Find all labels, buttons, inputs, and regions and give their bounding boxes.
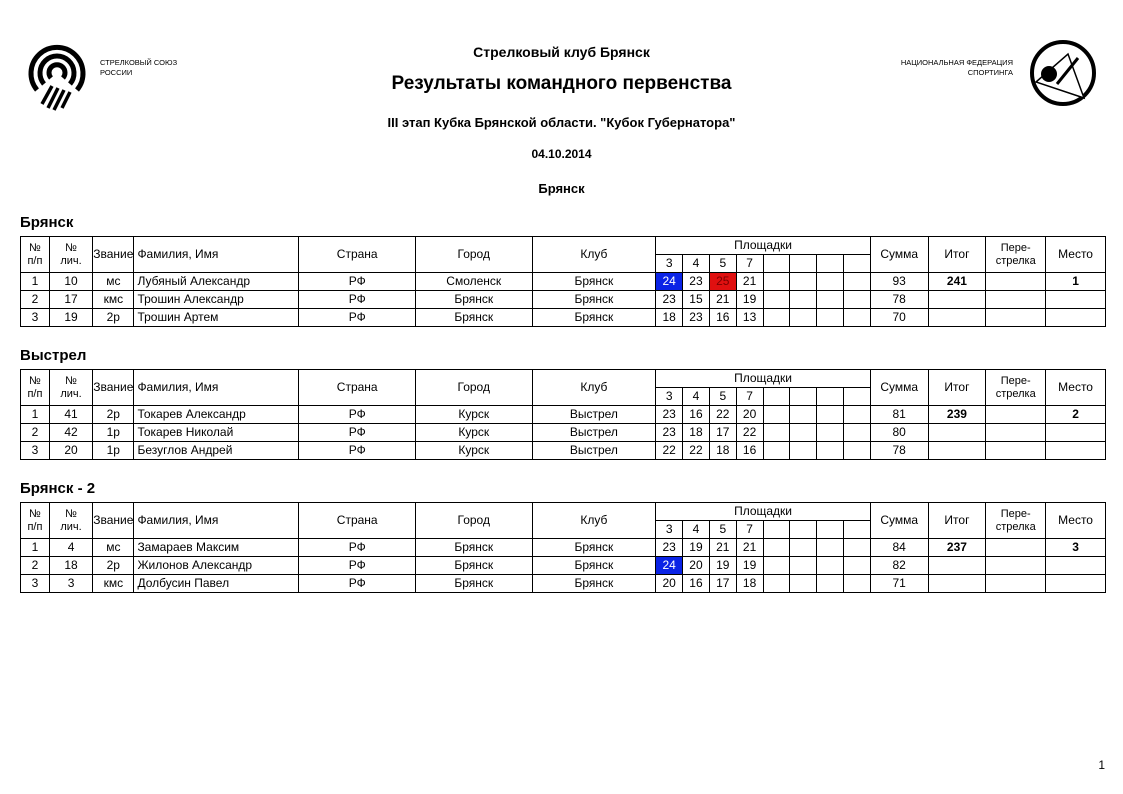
col-header-club: Клуб	[532, 370, 656, 406]
cell-score-empty	[817, 424, 844, 442]
cell-score: 24	[656, 273, 683, 291]
col-header-npp: № п/п	[21, 370, 50, 406]
table-row	[21, 424, 1106, 442]
table-row	[21, 273, 1106, 291]
col-header-country: Страна	[299, 370, 416, 406]
cell-city: Курск	[415, 406, 532, 424]
cell-score: 16	[709, 309, 736, 327]
org-left-line-2: РОССИИ	[100, 68, 133, 77]
platform-number-empty	[763, 255, 790, 273]
col-header-platforms: Площадки	[656, 370, 871, 388]
platform-number: 7	[736, 388, 763, 406]
cell-team-total-empty	[928, 309, 986, 327]
col-header-npp: № п/п	[21, 237, 50, 273]
cell-score: 23	[656, 291, 683, 309]
cell-score: 17	[709, 424, 736, 442]
cell-score-empty	[790, 575, 817, 593]
event-city: Брянск	[538, 181, 585, 196]
col-header-name: Фамилия, Имя	[134, 237, 299, 273]
cell-city: Курск	[415, 424, 532, 442]
cell-country: РФ	[299, 539, 416, 557]
col-header-sum: Сумма	[870, 237, 928, 273]
table-header-row	[21, 503, 1106, 521]
cell-score-empty	[763, 273, 790, 291]
cell-club: Брянск	[532, 539, 656, 557]
cell-sum: 78	[870, 291, 928, 309]
cell-name: Трошин Александр	[134, 291, 299, 309]
platform-number-empty	[843, 388, 870, 406]
cell-club: Брянск	[532, 291, 656, 309]
cell-score-empty	[790, 539, 817, 557]
cell-score-empty	[763, 424, 790, 442]
platform-number-empty	[843, 521, 870, 539]
cell-sum: 82	[870, 557, 928, 575]
cell-sum: 80	[870, 424, 928, 442]
cell-npp: 3	[21, 442, 50, 460]
team-name: Брянск - 2	[20, 480, 96, 497]
col-header-name: Фамилия, Имя	[134, 503, 299, 539]
event-date: 04.10.2014	[531, 147, 592, 161]
cell-score: 21	[736, 539, 763, 557]
cell-npp: 3	[21, 309, 50, 327]
org-right-line-2: СПОРТИНГА	[967, 68, 1013, 77]
cell-country: РФ	[299, 273, 416, 291]
cell-score-empty	[843, 273, 870, 291]
team-name: Брянск	[20, 214, 74, 231]
table-row	[21, 406, 1106, 424]
cell-rank: 1р	[93, 424, 134, 442]
cell-team-total-empty	[928, 442, 986, 460]
cell-club: Выстрел	[532, 442, 656, 460]
cell-score: 16	[683, 575, 710, 593]
cell-npp: 2	[21, 424, 50, 442]
cell-city: Брянск	[415, 539, 532, 557]
cell-country: РФ	[299, 442, 416, 460]
cell-nlich: 17	[49, 291, 92, 309]
page-title: Результаты командного первенства	[391, 73, 732, 94]
cell-country: РФ	[299, 291, 416, 309]
platform-number-empty	[790, 255, 817, 273]
cell-country: РФ	[299, 309, 416, 327]
cell-score-empty	[790, 309, 817, 327]
platform-number: 4	[683, 521, 710, 539]
table-header-row	[21, 237, 1106, 255]
platform-number-empty	[763, 521, 790, 539]
col-header-sum: Сумма	[870, 503, 928, 539]
cell-name: Долбусин Павел	[134, 575, 299, 593]
cell-sum: 78	[870, 442, 928, 460]
cell-score-empty	[817, 575, 844, 593]
platform-number: 7	[736, 255, 763, 273]
cell-nlich: 41	[49, 406, 92, 424]
cell-score: 19	[736, 291, 763, 309]
cell-place-empty	[1046, 575, 1106, 593]
cell-city: Смоленск	[415, 273, 532, 291]
cell-score: 19	[683, 539, 710, 557]
cell-shootoff	[986, 557, 1046, 575]
table-row	[21, 539, 1106, 557]
cell-score-empty	[843, 406, 870, 424]
cell-score: 22	[683, 442, 710, 460]
cell-score-empty	[843, 291, 870, 309]
cell-nlich: 19	[49, 309, 92, 327]
platform-number-empty	[817, 521, 844, 539]
team-name: Выстрел	[20, 347, 87, 364]
cell-score: 23	[683, 273, 710, 291]
col-header-club: Клуб	[532, 237, 656, 273]
cell-score-empty	[763, 557, 790, 575]
cell-name: Жилонов Александр	[134, 557, 299, 575]
cell-shootoff	[986, 575, 1046, 593]
cell-npp: 3	[21, 575, 50, 593]
cell-score: 16	[683, 406, 710, 424]
cell-place: 2	[1046, 406, 1106, 424]
col-header-npp: № п/п	[21, 503, 50, 539]
col-header-nlich: № лич.	[49, 503, 92, 539]
col-header-shootoff: Пере- стрелка	[986, 370, 1046, 406]
cell-nlich: 20	[49, 442, 92, 460]
cell-place: 3	[1046, 539, 1106, 557]
col-header-rank: Звание	[93, 237, 134, 273]
team-section	[20, 480, 1106, 593]
cell-score: 18	[709, 442, 736, 460]
platform-number: 3	[656, 388, 683, 406]
cell-club: Брянск	[532, 273, 656, 291]
cell-score: 23	[683, 309, 710, 327]
cell-npp: 2	[21, 557, 50, 575]
col-header-platforms: Площадки	[656, 237, 871, 255]
cell-npp: 1	[21, 539, 50, 557]
cell-score: 16	[736, 442, 763, 460]
cell-sum: 84	[870, 539, 928, 557]
col-header-nlich: № лич.	[49, 370, 92, 406]
cell-score-empty	[843, 442, 870, 460]
team-results-table	[20, 236, 1106, 327]
cell-team-total: 241	[928, 273, 986, 291]
cell-shootoff	[986, 291, 1046, 309]
cell-shootoff	[986, 406, 1046, 424]
table-row	[21, 557, 1106, 575]
cell-city: Брянск	[415, 309, 532, 327]
cell-nlich: 4	[49, 539, 92, 557]
cell-team-total-empty	[928, 424, 986, 442]
cell-rank: кмс	[93, 291, 134, 309]
col-header-shootoff: Пере- стрелка	[986, 237, 1046, 273]
col-header-place: Место	[1046, 503, 1106, 539]
platform-number: 4	[683, 255, 710, 273]
col-header-shootoff: Пере- стрелка	[986, 503, 1046, 539]
cell-shootoff	[986, 539, 1046, 557]
platform-number-empty	[790, 388, 817, 406]
cell-country: РФ	[299, 575, 416, 593]
cell-country: РФ	[299, 557, 416, 575]
cell-name: Токарев Александр	[134, 406, 299, 424]
cell-sum: 71	[870, 575, 928, 593]
cell-rank: 1р	[93, 442, 134, 460]
col-header-club: Клуб	[532, 503, 656, 539]
cell-city: Брянск	[415, 575, 532, 593]
cell-team-total-empty	[928, 557, 986, 575]
cell-sum: 81	[870, 406, 928, 424]
col-header-city: Город	[415, 237, 532, 273]
cell-score: 20	[656, 575, 683, 593]
cell-name: Трошин Артем	[134, 309, 299, 327]
cell-score-empty	[817, 557, 844, 575]
cell-score: 20	[683, 557, 710, 575]
cell-score: 18	[656, 309, 683, 327]
cell-npp: 2	[21, 291, 50, 309]
cell-npp: 1	[21, 406, 50, 424]
cell-shootoff	[986, 442, 1046, 460]
cell-score: 17	[709, 575, 736, 593]
cell-score: 22	[656, 442, 683, 460]
col-header-nlich: № лич.	[49, 237, 92, 273]
cell-name: Токарев Николай	[134, 424, 299, 442]
cell-place: 1	[1046, 273, 1106, 291]
cell-score: 23	[656, 539, 683, 557]
platform-number: 5	[709, 255, 736, 273]
platform-number: 4	[683, 388, 710, 406]
cell-score-empty	[763, 406, 790, 424]
cell-score-empty	[790, 406, 817, 424]
cell-score-empty	[790, 442, 817, 460]
cell-score: 21	[709, 539, 736, 557]
cell-city: Курск	[415, 442, 532, 460]
cell-shootoff	[986, 309, 1046, 327]
club-heading: Стрелковый клуб Брянск	[473, 44, 650, 60]
org-left-line-1: СТРЕЛКОВЫЙ СОЮЗ	[100, 58, 178, 67]
cell-score-empty	[843, 557, 870, 575]
cell-club: Брянск	[532, 575, 656, 593]
col-header-country: Страна	[299, 503, 416, 539]
cell-score-empty	[790, 557, 817, 575]
cell-rank: 2р	[93, 557, 134, 575]
cell-score-empty	[763, 442, 790, 460]
col-header-total: Итог	[928, 503, 986, 539]
cell-shootoff	[986, 424, 1046, 442]
platform-number-empty	[817, 255, 844, 273]
cell-name: Лубяный Александр	[134, 273, 299, 291]
platform-number: 7	[736, 521, 763, 539]
cell-score: 13	[736, 309, 763, 327]
cell-score-empty	[817, 442, 844, 460]
cell-score: 22	[709, 406, 736, 424]
cell-team-total-empty	[928, 575, 986, 593]
cell-city: Брянск	[415, 557, 532, 575]
team-section	[20, 347, 1106, 460]
platform-number-empty	[817, 388, 844, 406]
cell-nlich: 3	[49, 575, 92, 593]
cell-name: Замараев Максим	[134, 539, 299, 557]
cell-score: 20	[736, 406, 763, 424]
col-header-rank: Звание	[93, 503, 134, 539]
platform-number: 5	[709, 521, 736, 539]
cell-score: 24	[656, 557, 683, 575]
cell-sum: 93	[870, 273, 928, 291]
cell-score-empty	[763, 291, 790, 309]
cell-club: Брянск	[532, 309, 656, 327]
cell-rank: кмс	[93, 575, 134, 593]
cell-score-empty	[817, 273, 844, 291]
cell-score-empty	[843, 424, 870, 442]
cell-rank: 2р	[93, 406, 134, 424]
cell-rank: мс	[93, 273, 134, 291]
cell-score: 18	[736, 575, 763, 593]
cell-rank: мс	[93, 539, 134, 557]
platform-number: 5	[709, 388, 736, 406]
cell-score-empty	[817, 309, 844, 327]
cell-place-empty	[1046, 309, 1106, 327]
cell-sum: 70	[870, 309, 928, 327]
org-right-line-1: НАЦИОНАЛЬНАЯ ФЕДЕРАЦИЯ	[900, 58, 1013, 67]
stage-subtitle: III этап Кубка Брянской области. "Кубок Губернатора"	[387, 115, 736, 130]
col-header-rank: Звание	[93, 370, 134, 406]
table-row	[21, 309, 1106, 327]
cell-score-empty	[763, 309, 790, 327]
table-header-row	[21, 370, 1106, 388]
col-header-city: Город	[415, 370, 532, 406]
cell-club: Брянск	[532, 557, 656, 575]
cell-score: 19	[736, 557, 763, 575]
col-header-place: Место	[1046, 370, 1106, 406]
cell-place-empty	[1046, 424, 1106, 442]
cell-score: 23	[656, 424, 683, 442]
col-header-total: Итог	[928, 237, 986, 273]
cell-score: 15	[683, 291, 710, 309]
cell-rank: 2р	[93, 309, 134, 327]
cell-place-empty	[1046, 291, 1106, 309]
col-header-place: Место	[1046, 237, 1106, 273]
col-header-total: Итог	[928, 370, 986, 406]
cell-score: 19	[709, 557, 736, 575]
cell-nlich: 18	[49, 557, 92, 575]
cell-score-empty	[763, 539, 790, 557]
cell-score-empty	[763, 575, 790, 593]
team-section	[20, 214, 1106, 327]
page-number: 1	[1098, 758, 1105, 772]
cell-score-empty	[843, 575, 870, 593]
col-header-country: Страна	[299, 237, 416, 273]
cell-score: 22	[736, 424, 763, 442]
cell-nlich: 42	[49, 424, 92, 442]
platform-number-empty	[763, 388, 790, 406]
table-row	[21, 442, 1106, 460]
cell-score-empty	[790, 424, 817, 442]
cell-npp: 1	[21, 273, 50, 291]
cell-country: РФ	[299, 406, 416, 424]
platform-number: 3	[656, 255, 683, 273]
cell-shootoff	[986, 273, 1046, 291]
col-header-platforms: Площадки	[656, 503, 871, 521]
cell-score-empty	[817, 406, 844, 424]
cell-team-total: 237	[928, 539, 986, 557]
platform-number-empty	[790, 521, 817, 539]
col-header-name: Фамилия, Имя	[134, 370, 299, 406]
col-header-sum: Сумма	[870, 370, 928, 406]
cell-score: 23	[656, 406, 683, 424]
cell-place-empty	[1046, 442, 1106, 460]
cell-nlich: 10	[49, 273, 92, 291]
cell-score-empty	[817, 291, 844, 309]
cell-club: Выстрел	[532, 424, 656, 442]
cell-name: Безуглов Андрей	[134, 442, 299, 460]
cell-city: Брянск	[415, 291, 532, 309]
cell-place-empty	[1046, 557, 1106, 575]
table-row	[21, 575, 1106, 593]
cell-score: 18	[683, 424, 710, 442]
cell-score-empty	[843, 539, 870, 557]
table-row	[21, 291, 1106, 309]
cell-score-empty	[843, 309, 870, 327]
team-results-table	[20, 369, 1106, 460]
cell-score: 25	[709, 273, 736, 291]
platform-number-empty	[843, 255, 870, 273]
cell-score: 21	[736, 273, 763, 291]
cell-team-total-empty	[928, 291, 986, 309]
cell-club: Выстрел	[532, 406, 656, 424]
team-results-table	[20, 502, 1106, 593]
cell-score: 21	[709, 291, 736, 309]
platform-number: 3	[656, 521, 683, 539]
cell-score-empty	[817, 539, 844, 557]
col-header-city: Город	[415, 503, 532, 539]
cell-score-empty	[790, 291, 817, 309]
cell-score-empty	[790, 273, 817, 291]
cell-team-total: 239	[928, 406, 986, 424]
cell-country: РФ	[299, 424, 416, 442]
